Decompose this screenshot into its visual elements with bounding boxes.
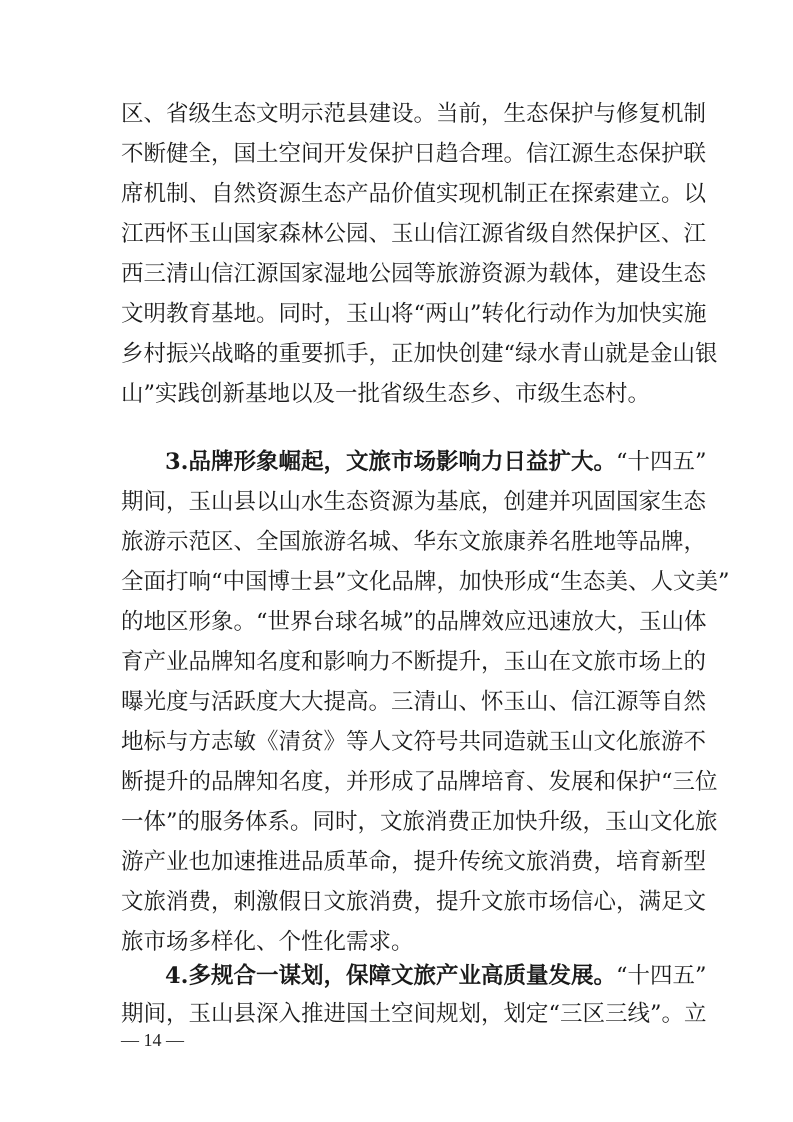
text-line: 文明教育基地。同时，玉山将“两山”转化行动作为加快实施 xyxy=(121,301,707,327)
text-line: 文旅消费，刺激假日文旅消费，提升文旅市场信心，满足文 xyxy=(121,889,707,915)
text-line: 山”实践创新基地以及一批省级生态乡、市级生态村。 xyxy=(121,381,651,407)
heading-3-rest: “十四五” xyxy=(616,449,707,475)
text-line: 断提升的品牌知名度，并形成了品牌培育、发展和保护“三位 xyxy=(121,769,718,795)
text-line: 区、省级生态文明示范县建设。当前，生态保护与修复机制 xyxy=(121,101,707,127)
heading-3-bold: 3.品牌形象崛起，文旅市场影响力日益扩大。 xyxy=(165,449,616,475)
text-line: 期间，玉山县以山水生态资源为基底，创建并巩固国家生态 xyxy=(121,489,707,515)
text-line: 不断健全，国土空间开发保护日趋合理。信江源生态保护联 xyxy=(121,141,707,167)
text-line: 游产业也加速推进品质革命，提升传统文旅消费，培育新型 xyxy=(121,849,707,875)
text-line: 江西怀玉山国家森林公园、玉山信江源省级自然保护区、江 xyxy=(121,221,707,247)
text-line: 旅市场多样化、个性化需求。 xyxy=(121,929,414,955)
page-number: — 14 — xyxy=(121,1030,184,1050)
section-heading-4 xyxy=(165,956,707,996)
text-line: 西三清山信江源国家湿地公园等旅游资源为载体，建设生态 xyxy=(121,261,707,287)
text-line: 旅游示范区、全国旅游名城、华东文旅康养名胜地等品牌， xyxy=(121,529,707,555)
text-line: 育产业品牌知名度和影响力不断提升，玉山在文旅市场上的 xyxy=(121,649,707,675)
text-line: 的地区形象。“世界台球名城”的品牌效应迅速放大，玉山体 xyxy=(121,609,707,635)
text-line: 席机制、自然资源生态产品价值实现机制正在探索建立。以 xyxy=(121,181,707,207)
text-line: 全面打响“中国博士县”文化品牌，加快形成“生态美、人文美” xyxy=(121,569,730,595)
text-line: 一体”的服务体系。同时，文旅消费正加快升级，玉山文化旅 xyxy=(121,809,718,835)
heading-4-bold: 4.多规合一谋划，保障文旅产业高质量发展。 xyxy=(165,963,616,989)
text-line: 曝光度与活跃度大大提高。三清山、怀玉山、信江源等自然 xyxy=(121,689,707,715)
text-line: 乡村振兴战略的重要抓手，正加快创建“绿水青山就是金山银 xyxy=(121,341,718,367)
section-heading-3 xyxy=(165,442,707,482)
text-line: 地标与方志敏《清贫》等人文符号共同造就玉山文化旅游不 xyxy=(121,729,707,755)
heading-4-rest: “十四五” xyxy=(616,963,707,989)
text-line: 期间，玉山县深入推进国土空间规划，划定“三区三线”。立 xyxy=(121,1001,707,1027)
